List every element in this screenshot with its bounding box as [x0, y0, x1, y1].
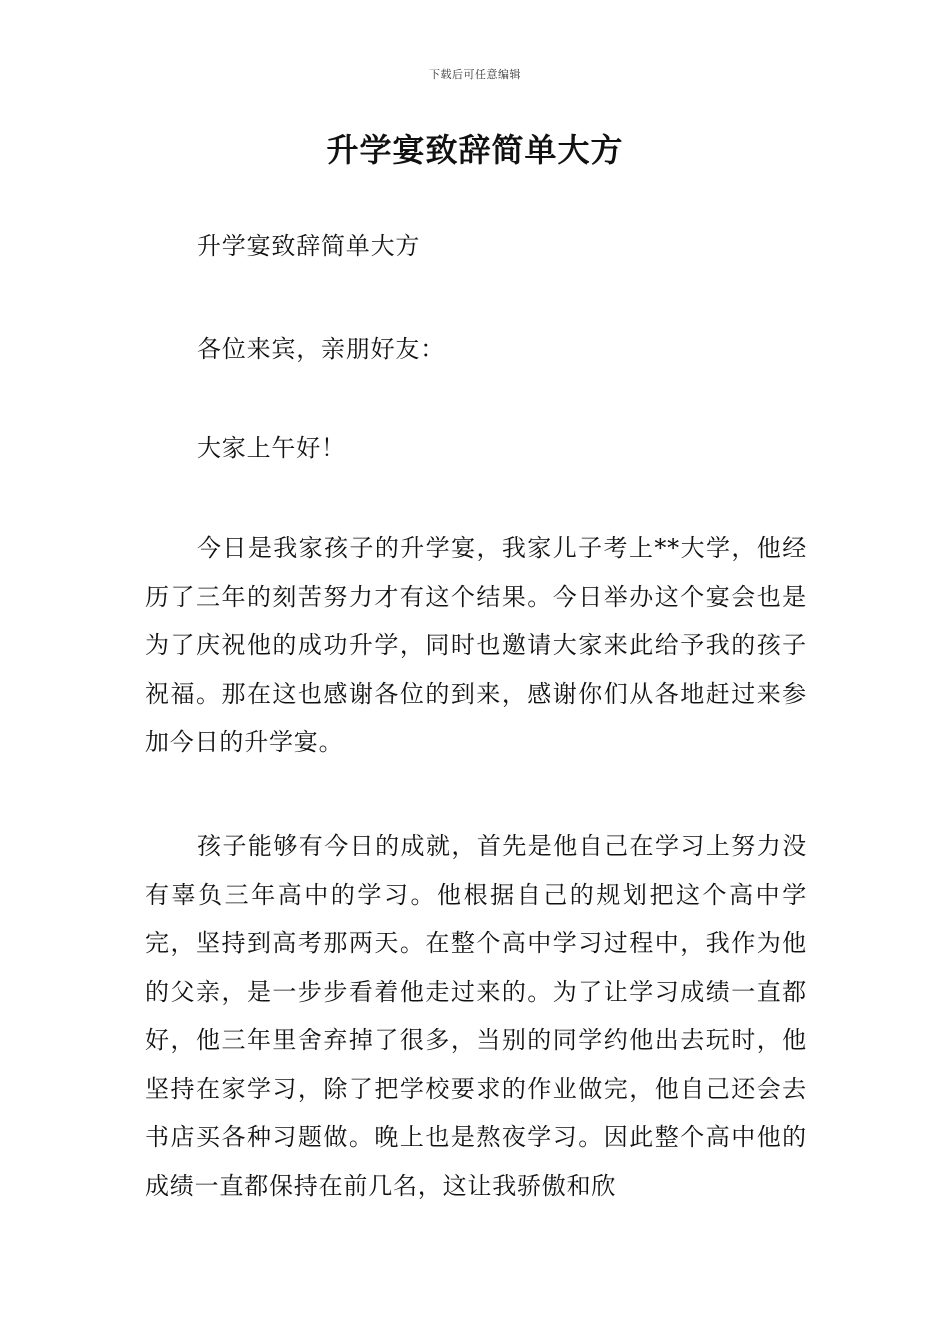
- paragraph-subtitle: 升学宴致辞简单大方: [197, 232, 421, 260]
- paragraph-body-1: 今日是我家孩子的升学宴，我家儿子考上**大学，他经历了三年的刻苦努力才有这个结果。今日举办这个宴会也是为了庆祝他的成功升学，同时也邀请大家来此给予我的孩子祝福。那在这也感谢各位的到来，感谢你们从各地赶过来参加今日的升学宴。: [145, 534, 807, 756]
- document-title: 升学宴致辞简单大方: [326, 131, 624, 169]
- header-note: 下载后可任意编辑: [429, 68, 521, 81]
- paragraph-salutation: 大家上午好！: [197, 434, 346, 462]
- paragraph-body-2: 孩子能够有今日的成就，首先是他自己在学习上努力没有辜负三年高中的学习。他根据自己的规划把这个高中学完，坚持到高考那两天。在整个高中学习过程中，我作为他的父亲，是一步步看着他走过来的。为了让学习成绩一直都好，他三年里舍弃掉了很多，当别的同学约他出去玩时，他坚持在家学习，除了把学校要求的作业做完，他自己还会去书店买各种习题做。晚上也是熬夜学习。因此整个高中他的成绩一直都保持在前几名，这让我骄傲和欣: [145, 832, 807, 1200]
- paragraph-greeting: 各位来宾，亲朋好友：: [197, 335, 445, 363]
